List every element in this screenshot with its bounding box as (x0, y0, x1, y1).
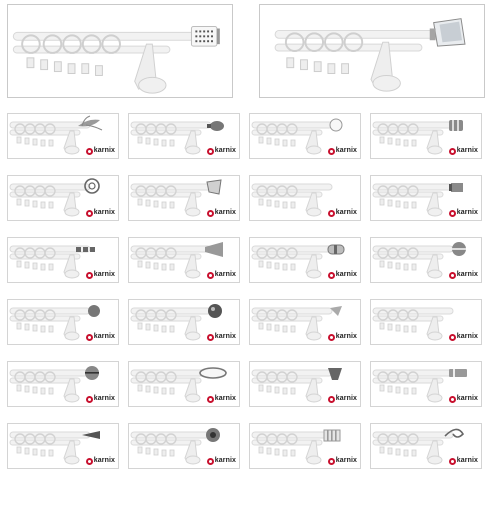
karnix-logo-icon (207, 396, 214, 403)
karnix-logo-icon (207, 334, 214, 341)
karnix-logo-icon (449, 272, 456, 279)
brand-name: karnix (335, 457, 357, 464)
karnix-logo (449, 271, 478, 279)
finial-variant-tile[interactable] (128, 175, 240, 221)
karnix-logo (328, 271, 357, 279)
finial-variant-tile[interactable] (7, 423, 119, 469)
karnix-logo-icon (328, 396, 335, 403)
brand-name: karnix (335, 395, 357, 402)
karnix-logo (207, 457, 236, 465)
karnix-logo-icon (86, 396, 93, 403)
karnix-logo (207, 271, 236, 279)
finial-variant-tile[interactable] (7, 361, 119, 407)
brand-name: karnix (214, 147, 236, 154)
karnix-logo-icon (328, 148, 335, 155)
finial-variant-tile[interactable] (128, 361, 240, 407)
finial-variant-tile[interactable] (370, 299, 482, 345)
finial-variant-tile[interactable] (128, 423, 240, 469)
finial-variant-tile[interactable] (7, 175, 119, 221)
finial-variant-tile[interactable] (249, 237, 361, 283)
karnix-logo-icon (328, 458, 335, 465)
karnix-logo (207, 395, 236, 403)
karnix-logo-icon (86, 148, 93, 155)
brand-name: karnix (93, 271, 115, 278)
finial-variant-tile[interactable] (370, 361, 482, 407)
karnix-logo (449, 333, 478, 341)
karnix-logo (86, 209, 115, 217)
finial-variant-tile[interactable] (370, 237, 482, 283)
double-curtain-rod-crystal-image (8, 5, 232, 97)
brand-name: karnix (335, 147, 357, 154)
finial-variant-tile[interactable] (128, 237, 240, 283)
brand-name: karnix (456, 395, 478, 402)
brand-name: karnix (335, 209, 357, 216)
karnix-logo-icon (449, 148, 456, 155)
brand-name: karnix (214, 395, 236, 402)
hero-product-right[interactable] (259, 4, 485, 98)
brand-name: karnix (93, 147, 115, 154)
karnix-logo-icon (207, 148, 214, 155)
karnix-logo-icon (207, 210, 214, 217)
brand-name: karnix (456, 333, 478, 340)
finial-variant-tile[interactable] (249, 423, 361, 469)
karnix-logo-icon (86, 458, 93, 465)
karnix-logo-icon (328, 272, 335, 279)
hero-product-left[interactable] (7, 4, 233, 98)
karnix-logo-icon (449, 334, 456, 341)
brand-name: karnix (214, 209, 236, 216)
karnix-logo (86, 395, 115, 403)
karnix-logo (328, 333, 357, 341)
brand-name: karnix (93, 333, 115, 340)
karnix-logo-icon (86, 210, 93, 217)
brand-name: karnix (456, 457, 478, 464)
karnix-logo-icon (328, 334, 335, 341)
karnix-logo (449, 457, 478, 465)
karnix-logo (328, 457, 357, 465)
finial-variant-tile[interactable] (7, 237, 119, 283)
finial-variant-tile[interactable] (249, 299, 361, 345)
brand-name: karnix (456, 209, 478, 216)
brand-name: karnix (214, 457, 236, 464)
karnix-logo (86, 147, 115, 155)
karnix-logo (207, 333, 236, 341)
finial-variant-tile[interactable] (370, 175, 482, 221)
brand-name: karnix (93, 457, 115, 464)
karnix-logo (207, 147, 236, 155)
brand-name: karnix (93, 395, 115, 402)
finial-variant-tile[interactable] (370, 423, 482, 469)
finial-variant-tile[interactable] (128, 299, 240, 345)
karnix-logo (86, 457, 115, 465)
karnix-logo (86, 271, 115, 279)
karnix-logo (86, 333, 115, 341)
brand-name: karnix (214, 333, 236, 340)
finial-variant-tile[interactable] (249, 113, 361, 159)
karnix-logo-icon (449, 458, 456, 465)
karnix-logo-icon (86, 334, 93, 341)
brand-name: karnix (456, 147, 478, 154)
finial-variant-tile[interactable] (7, 113, 119, 159)
karnix-logo-icon (449, 396, 456, 403)
karnix-logo (328, 209, 357, 217)
finial-variant-tile[interactable] (7, 299, 119, 345)
finial-variant-tile[interactable] (128, 113, 240, 159)
karnix-logo (449, 395, 478, 403)
karnix-logo (328, 147, 357, 155)
brand-name: karnix (456, 271, 478, 278)
finial-variant-tile[interactable] (370, 113, 482, 159)
karnix-logo-icon (207, 458, 214, 465)
double-curtain-rod-crystal-cone-image (260, 5, 484, 97)
karnix-logo-icon (207, 272, 214, 279)
karnix-logo (449, 209, 478, 217)
karnix-logo-icon (86, 272, 93, 279)
karnix-logo (449, 147, 478, 155)
brand-name: karnix (93, 209, 115, 216)
karnix-logo (328, 395, 357, 403)
brand-name: karnix (335, 333, 357, 340)
brand-name: karnix (214, 271, 236, 278)
finial-variant-tile[interactable] (249, 175, 361, 221)
karnix-logo (207, 209, 236, 217)
brand-name: karnix (335, 271, 357, 278)
finial-variant-tile[interactable] (249, 361, 361, 407)
karnix-logo-icon (328, 210, 335, 217)
karnix-logo-icon (449, 210, 456, 217)
